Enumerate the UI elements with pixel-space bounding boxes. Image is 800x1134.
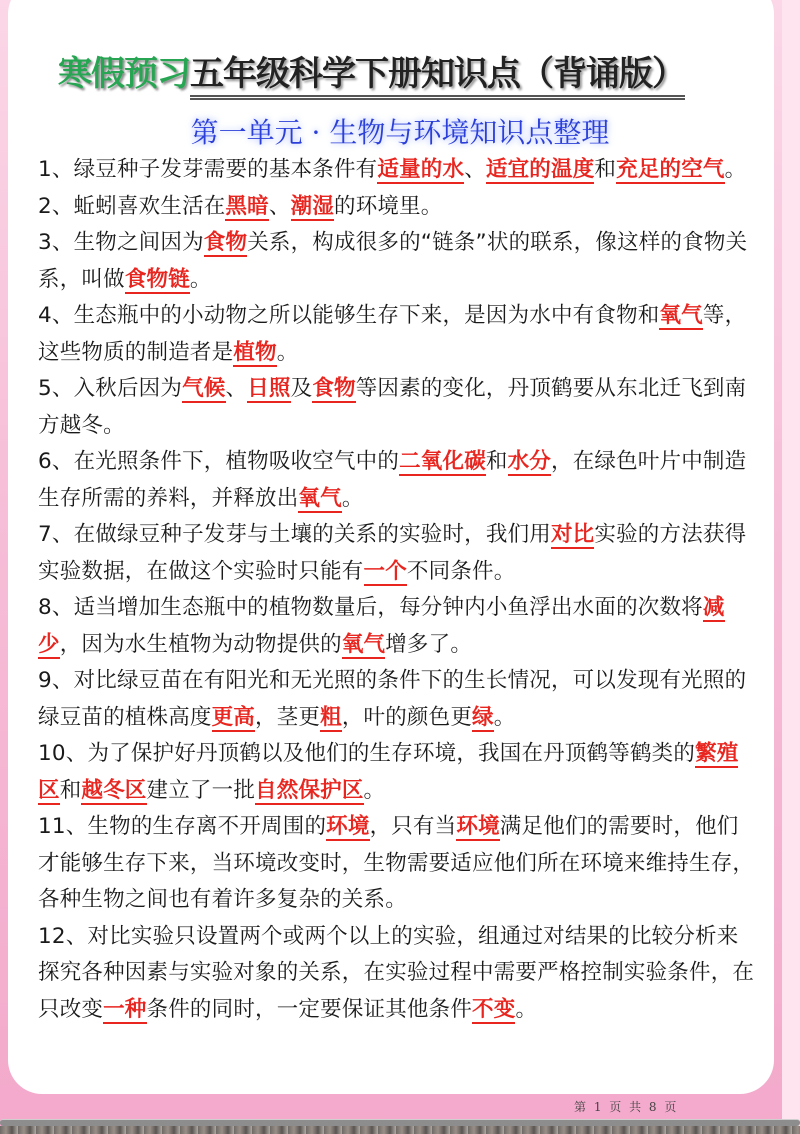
next-page-preview: [0, 1126, 800, 1134]
item-text: 。: [515, 996, 538, 1022]
item-text: 1、绿豆种子发芽需要的基本条件有: [38, 157, 378, 182]
item-text: 9、对比绿豆苗在有阳光和无光照的条件下的生长情况，可以发现有光照的绿豆苗的植株高度: [38, 668, 747, 730]
item-text: ，只有当: [369, 814, 457, 839]
highlighted-keyword: 不变: [472, 996, 516, 1022]
list-item: [38, 189, 760, 226]
item-text: 关系，构成很多的“链条”状的联系，像这样的食物关系，叫做: [38, 230, 748, 292]
item-text: 和: [59, 777, 82, 803]
item-text: 等因素的变化，丹顶鹤要从东北迁飞到南方越冬。: [38, 376, 747, 438]
highlighted-keyword: 食物链: [124, 266, 190, 292]
page-title: [58, 50, 685, 98]
list-item: [38, 809, 760, 919]
highlighted-keyword: 植物: [233, 339, 277, 365]
item-text: 5、入秋后因为: [38, 376, 183, 401]
highlighted-keyword: 食物: [203, 230, 248, 255]
item-text: 、: [225, 376, 248, 401]
item-text: 。: [276, 339, 299, 365]
item-text: 8、适当增加生态瓶中的植物数量后，每分钟内小鱼浮出水面的次数将: [38, 595, 703, 620]
highlighted-keyword: 潮湿: [290, 193, 334, 219]
item-text: 增多了。: [385, 631, 473, 657]
item-text: 和: [485, 449, 508, 474]
item-text: 等，这些物质的制造者是: [38, 303, 747, 365]
page-indicator: 第 1 页 共 8 页: [574, 1100, 679, 1114]
item-text: ，因为水生植物为动物提供的: [59, 631, 342, 657]
highlighted-keyword: 自然保护区: [255, 777, 364, 803]
highlighted-keyword: 更高: [211, 704, 256, 730]
highlighted-keyword: 食物: [312, 376, 356, 401]
horizontal-scrollbar[interactable]: [0, 1119, 800, 1126]
item-text: 6、在光照条件下，植物吸收空气中的: [38, 449, 400, 474]
title-main: 五年级科学下册知识点（背诵版）: [190, 54, 685, 100]
highlighted-keyword: 绿: [472, 704, 494, 730]
highlighted-keyword: 环境: [326, 814, 370, 839]
highlighted-keyword: 水分: [507, 449, 552, 474]
item-text: 实验的方法获得实验数据，在做这个实验时只能有: [38, 522, 747, 584]
highlighted-keyword: 氧气: [341, 631, 386, 657]
list-item: [38, 919, 760, 1029]
highlighted-keyword: 粗: [320, 704, 342, 730]
item-text: 2、蚯蚓喜欢生活在: [38, 193, 226, 219]
item-text: 建立了一批: [146, 777, 256, 803]
highlighted-keyword: 环境: [456, 814, 500, 839]
item-text: 、: [268, 193, 291, 219]
highlighted-keyword: 适量的水: [377, 157, 465, 182]
item-text: 10、为了保护好丹顶鹤以及他们的生存环境，我国在丹顶鹤等鹤类的: [38, 741, 696, 766]
list-item: [38, 371, 760, 444]
highlighted-keyword: 减少: [38, 595, 725, 657]
item-text: 的环境里。: [334, 193, 443, 219]
highlighted-keyword: 氧气: [659, 303, 703, 328]
highlighted-keyword: 充足的空气: [616, 157, 725, 182]
item-text: 。: [363, 777, 386, 803]
item-text: 12、对比实验只设置两个或两个以上的实验，组通过对结果的比较分析来探究各种因素与实验对象的关系，在实验过程中需要严格控制实验条件，在只改变: [38, 923, 755, 1022]
page-edge-strip: [782, 0, 800, 1134]
list-item: [38, 225, 760, 298]
highlighted-keyword: 二氧化碳: [399, 449, 486, 474]
title-highlight: 寒假预习: [58, 54, 190, 94]
list-item: [38, 444, 760, 517]
highlighted-keyword: 一种: [103, 996, 147, 1022]
item-text: 条件的同时，一定要保证其他条件: [146, 996, 473, 1022]
item-text: 3、生物之间因为: [38, 230, 204, 255]
item-text: ，在绿色叶片中制造生存所需的养料，并释放出: [38, 449, 747, 511]
highlighted-keyword: 繁殖区: [38, 741, 739, 803]
item-text: 11、生物的生存离不开周围的: [38, 814, 327, 839]
item-text: ，茎更: [255, 704, 321, 730]
item-text: 和: [594, 157, 617, 182]
item-text: 4、生态瓶中的小动物之所以能够生存下来，是因为水中有食物和: [38, 303, 660, 328]
highlighted-keyword: 越冬区: [81, 777, 147, 803]
item-text: 。: [341, 485, 364, 511]
list-item: [38, 663, 760, 736]
list-item: [38, 590, 760, 663]
item-text: 。: [724, 157, 747, 182]
highlighted-keyword: 氧气: [298, 485, 342, 511]
knowledge-list: [38, 152, 760, 1028]
highlighted-keyword: 气候: [182, 376, 226, 401]
item-text: ，叶的颜色更: [341, 704, 473, 730]
item-text: 。: [189, 266, 212, 292]
item-text: 。: [493, 704, 516, 730]
list-item: [38, 152, 760, 189]
list-item: [38, 517, 760, 590]
section-subtitle: 第一单元 · 生物与环境知识点整理: [190, 116, 610, 149]
item-text: 、: [464, 157, 486, 182]
item-text: 满足他们的需要时，他们才能够生存下来，当环境改变时，生物需要适应他们所在环境来维持生存，各种生物之间也有着许多复杂的关系。: [38, 814, 755, 912]
list-item: [38, 298, 760, 371]
highlighted-keyword: 一个: [363, 558, 407, 584]
highlighted-keyword: 适宜的温度: [485, 157, 595, 182]
item-text: 不同条件。: [406, 558, 516, 584]
highlighted-keyword: 对比: [550, 522, 595, 547]
list-item: [38, 736, 760, 809]
item-text: 7、在做绿豆种子发芽与土壤的关系的实验时，我们用: [38, 522, 551, 547]
highlighted-keyword: 日照: [247, 376, 291, 401]
item-text: 及: [290, 376, 313, 401]
highlighted-keyword: 黑暗: [225, 193, 269, 219]
